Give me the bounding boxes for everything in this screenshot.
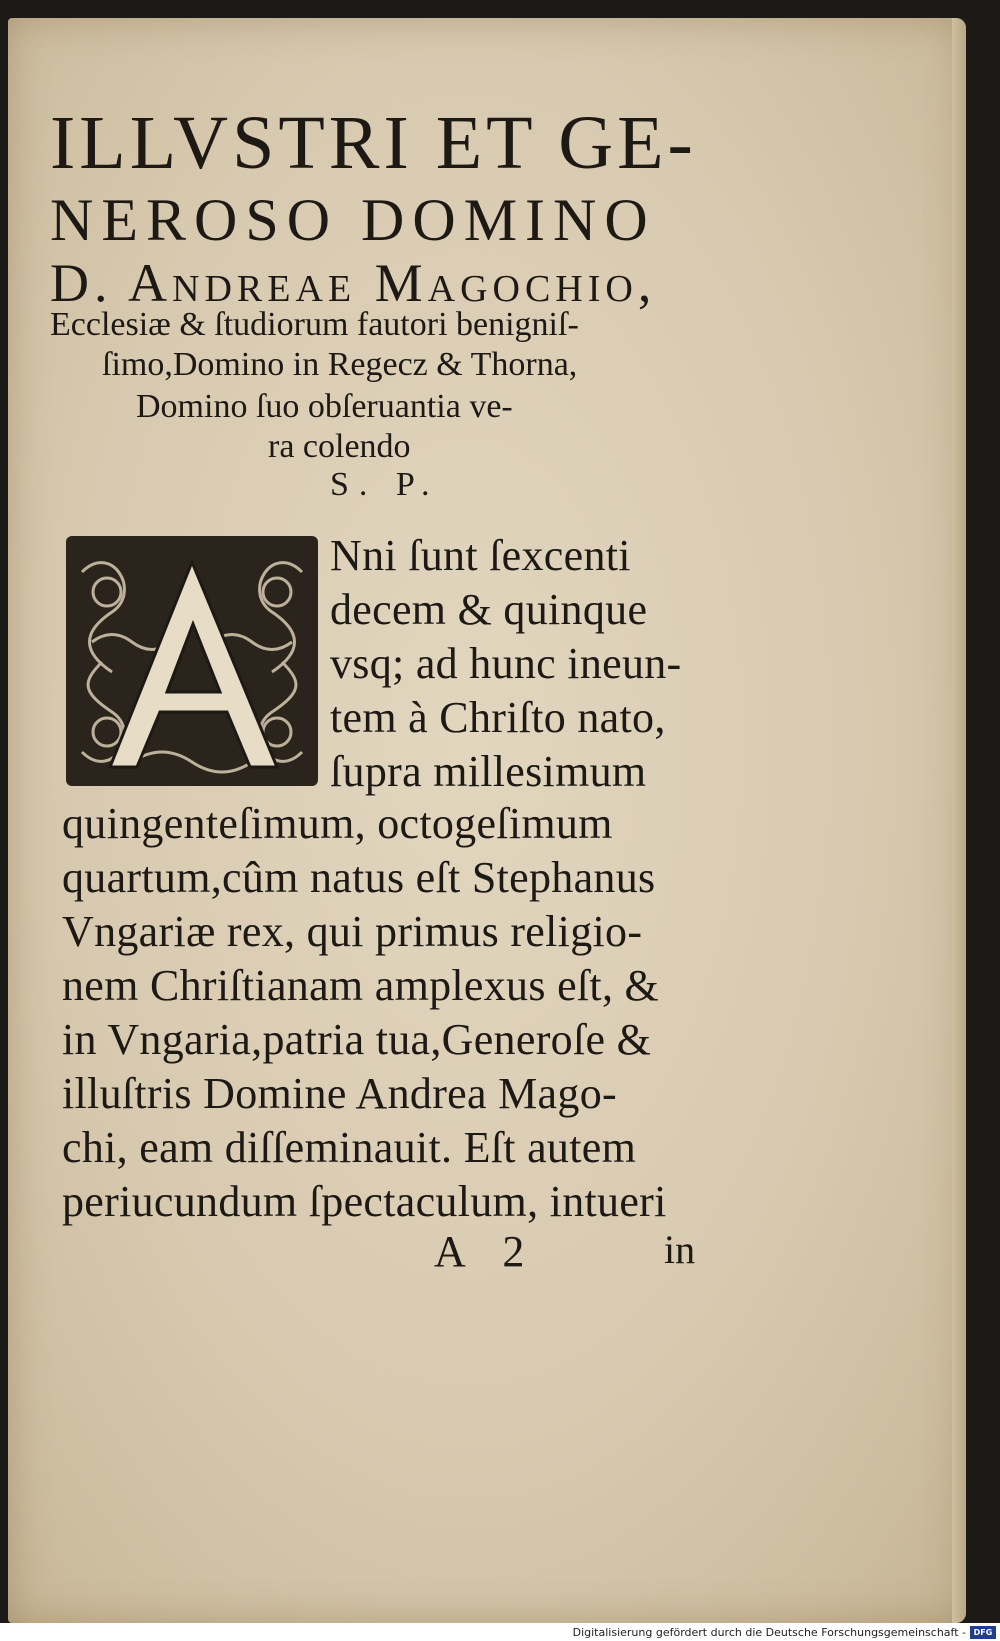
body-line-1: Nni ſunt ſexcenti bbox=[330, 531, 631, 580]
body-line-8: Vngariæ rex, qui primus religio- bbox=[62, 907, 643, 956]
body-line-5: ſupra millesimum bbox=[330, 747, 647, 796]
heading-line-5: ſimo,Domino in Regecz & Thorna, bbox=[102, 346, 578, 383]
body-line-2: decem & quinque bbox=[330, 585, 648, 634]
footer-bar bbox=[0, 1623, 1000, 1641]
heading-line-7: ra colendo bbox=[268, 428, 411, 465]
heading-line-6: Domino ſuo obſeruantia ve- bbox=[136, 388, 513, 425]
body-line-7: quartum,cûm natus eſt Stephanus bbox=[62, 853, 656, 902]
body-line-13: periucundum ſpectaculum, intueri bbox=[62, 1177, 667, 1226]
body-line-9: nem Chriſtianam amplexus eſt, & bbox=[62, 961, 660, 1010]
body-line-6: quingenteſimum, octogeſimum bbox=[62, 799, 613, 848]
heading-line-1: ILLVSTRI ET GE- bbox=[50, 101, 697, 185]
heading-line-8: S. P. bbox=[330, 466, 440, 503]
heading-line-2: NEROSO DOMINO bbox=[50, 187, 656, 253]
signature-mark: A 2 bbox=[434, 1227, 539, 1276]
body-line-11: illuſtris Domine Andrea Mago- bbox=[62, 1069, 617, 1118]
body-line-4: tem à Chriſto nato, bbox=[330, 693, 666, 742]
heading-line-3: D. Andreae Magochio, bbox=[50, 253, 657, 313]
heading-line-4: Ecclesiæ & ſtudiorum fautori benigniſ- bbox=[50, 306, 579, 343]
body-line-12: chi, eam diſſeminauit. Eſt autem bbox=[62, 1123, 637, 1172]
dfg-logo: DFG bbox=[970, 1626, 996, 1639]
page-edge bbox=[952, 18, 966, 1623]
decorated-initial-a bbox=[62, 532, 322, 790]
body-line-10: in Vngaria,patria tua,Generoſe & bbox=[62, 1015, 652, 1064]
catchword: in bbox=[664, 1227, 696, 1272]
body-line-3: vsq; ad hunc ineun- bbox=[330, 639, 682, 688]
footer-credit-text: Digitalisierung gefördert durch die Deutsche Forschungsgemeinschaft - bbox=[572, 1626, 966, 1639]
